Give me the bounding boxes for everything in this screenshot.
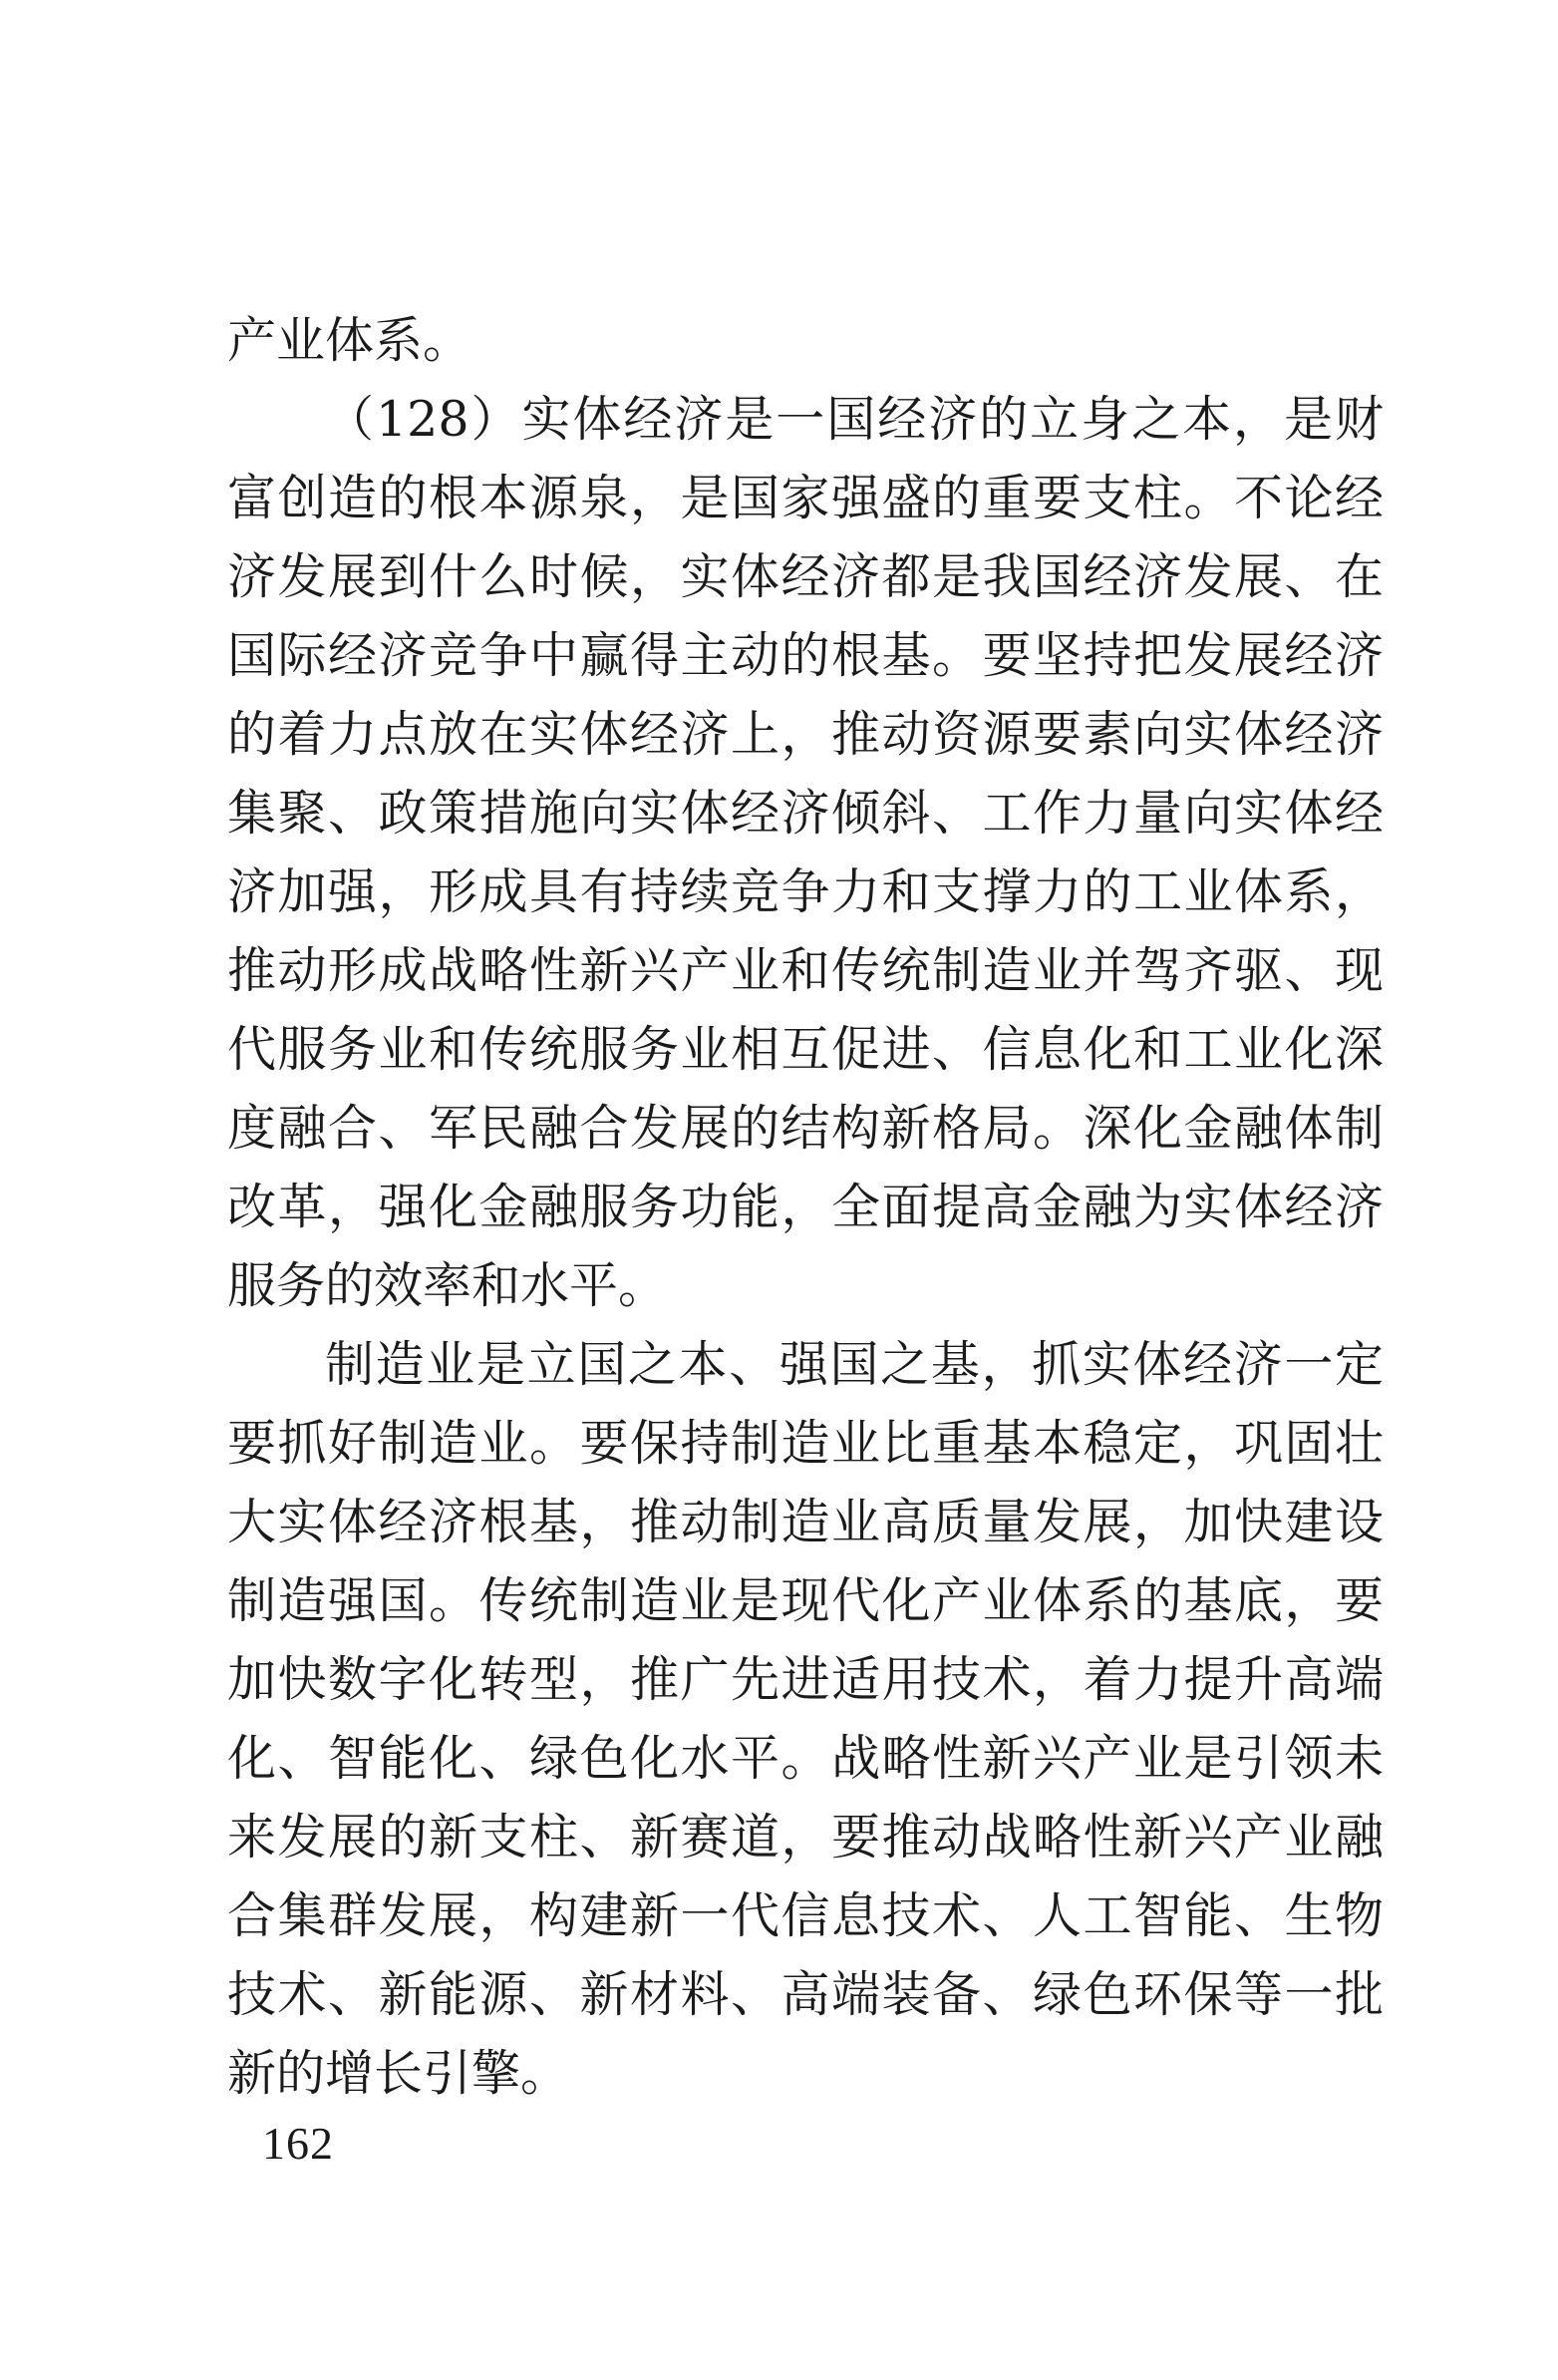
text-line: 济加强，形成具有持续竞争力和支撑力的工业体系， bbox=[227, 863, 1384, 920]
body-text bbox=[227, 301, 1384, 2113]
text-line: （128）实体经济是一国经济的立身之本，是财 bbox=[325, 391, 1384, 448]
text-line: 推动形成战略性新兴产业和传统制造业并驾齐驱、现 bbox=[227, 942, 1384, 999]
text-line: 来发展的新支柱、新赛道，要推动战略性新兴产业融 bbox=[227, 1809, 1384, 1866]
text-line: 富创造的根本源泉，是国家强盛的重要支柱。不论经 bbox=[227, 470, 1384, 526]
text-line: 改革，强化金融服务功能，全面提高金融为实体经济 bbox=[227, 1179, 1384, 1235]
text-line: 产业体系。 bbox=[227, 312, 472, 369]
text-line: 技术、新能源、新材料、高端装备、绿色环保等一批 bbox=[227, 1966, 1384, 2023]
text-line: 的着力点放在实体经济上，推动资源要素向实体经济 bbox=[227, 706, 1384, 763]
text-line: 度融合、军民融合发展的结构新格局。深化金融体制 bbox=[227, 1100, 1384, 1157]
page-number: 162 bbox=[262, 2118, 334, 2169]
text-line: 新的增长引擎。 bbox=[227, 2045, 570, 2102]
text-line: 要抓好制造业。要保持制造业比重基本稳定，巩固壮 bbox=[227, 1415, 1384, 1472]
text-line: 国际经济竞争中赢得主动的根基。要坚持把发展经济 bbox=[227, 627, 1384, 684]
text-line: 化、智能化、绿色化水平。战略性新兴产业是引领未 bbox=[227, 1730, 1384, 1787]
text-line: 服务的效率和水平。 bbox=[227, 1257, 668, 1314]
text-line: 济发展到什么时候，实体经济都是我国经济发展、在 bbox=[227, 548, 1384, 605]
text-line: 大实体经济根基，推动制造业高质量发展，加快建设 bbox=[227, 1494, 1384, 1550]
text-line: 代服务业和传统服务业相互促进、信息化和工业化深 bbox=[227, 1021, 1384, 1078]
text-line: 合集群发展，构建新一代信息技术、人工智能、生物 bbox=[227, 1887, 1384, 1944]
text-line: 制造强国。传统制造业是现代化产业体系的基底，要 bbox=[227, 1572, 1384, 1629]
text-line: 加快数字化转型，推广先进适用技术，着力提升高端 bbox=[227, 1651, 1384, 1708]
text-line: 制造业是立国之本、强国之基，抓实体经济一定 bbox=[325, 1336, 1384, 1393]
text-line: 集聚、政策措施向实体经济倾斜、工作力量向实体经 bbox=[227, 785, 1384, 842]
